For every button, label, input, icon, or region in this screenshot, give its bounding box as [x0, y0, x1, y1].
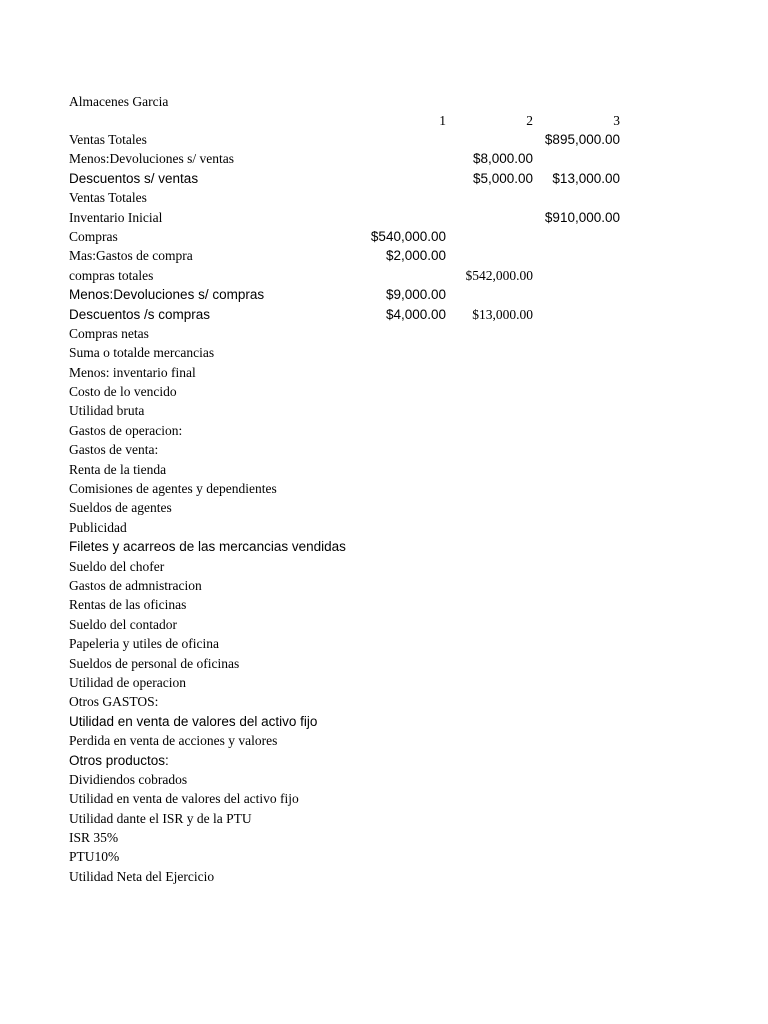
row-label: Dividiendos cobrados: [69, 771, 188, 787]
row-label: Menos:Devoluciones s/ ventas: [69, 151, 234, 167]
row-label: Utilidad Neta del Ejercicio: [69, 868, 215, 884]
column-header-3: 3: [613, 113, 620, 128]
row-label: Menos:Devoluciones s/ compras: [69, 287, 265, 303]
statement-row: [0, 557, 768, 576]
row-label: Utilidad en venta de valores del activo fijo: [69, 791, 299, 807]
row-label: ISR 35%: [69, 830, 119, 846]
statement-row: [0, 731, 768, 750]
row-label: Costo de lo vencido: [69, 384, 177, 400]
amount-column-3: $895,000.00: [544, 132, 620, 147]
row-label: Compras netas: [69, 325, 149, 341]
row-label: compras totales: [69, 267, 154, 283]
statement-row: [0, 673, 768, 692]
amount-column-1: $9,000.00: [385, 287, 446, 303]
row-label: Renta de la tienda: [69, 461, 167, 477]
statement-row: [0, 828, 768, 847]
statement-row: [0, 343, 768, 362]
statement-row: [0, 305, 768, 324]
row-label: Publicidad: [69, 519, 127, 535]
amount-column-1: $540,000.00: [370, 228, 446, 244]
amount-column-2: $8,000.00: [472, 151, 533, 167]
row-label: Suma o totalde mercancias: [69, 345, 215, 361]
statement-row: [0, 363, 768, 382]
statement-row: [0, 266, 768, 285]
statement-row: [0, 634, 768, 653]
row-label: Perdida en venta de acciones y valores: [69, 733, 278, 749]
row-label: Mas:Gastos de compra: [69, 248, 193, 264]
statement-row: [0, 770, 768, 789]
statement-row: [0, 149, 768, 168]
statement-row: [0, 169, 768, 188]
statement-row: [0, 440, 768, 459]
statement-row: [0, 401, 768, 420]
statement-row: [0, 615, 768, 634]
row-label: Filetes y acarreos de las mercancias vendidas: [69, 539, 346, 555]
statement-rows: [0, 130, 768, 886]
amount-column-2: $13,000.00: [472, 306, 533, 322]
row-label: Otros productos:: [69, 752, 169, 768]
statement-row: [0, 692, 768, 711]
statement-row: [0, 751, 768, 770]
row-label: Utilidad dante el ISR y de la PTU: [69, 810, 252, 826]
row-label: Gastos de admnistracion: [69, 577, 202, 593]
statement-row: [0, 654, 768, 673]
statement-row: [0, 227, 768, 246]
row-label: Utilidad bruta: [69, 403, 145, 419]
amount-column-1: $4,000.00: [385, 306, 446, 322]
row-label: Gastos de operacion:: [69, 422, 183, 438]
row-label: Compras: [69, 228, 118, 244]
row-label: Papeleria y utiles de oficina: [69, 636, 219, 652]
statement-row: [0, 460, 768, 479]
column-header-1: 1: [439, 113, 446, 128]
row-label: Inventario Inicial: [69, 209, 163, 225]
amount-column-3: $13,000.00: [552, 170, 620, 186]
row-label: Ventas Totales: [69, 190, 147, 206]
row-label: Descuentos /s compras: [69, 306, 211, 322]
row-label: Sueldos de personal de oficinas: [69, 655, 240, 671]
statement-row: [0, 789, 768, 808]
statement-row: [0, 208, 768, 227]
row-label: Comisiones de agentes y dependientes: [69, 481, 277, 497]
row-label: Sueldos de agentes: [69, 500, 172, 516]
statement-row: [0, 518, 768, 537]
statement-row: [0, 285, 768, 304]
row-label: Sueldo del contador: [69, 616, 177, 632]
statement-row: [0, 130, 768, 149]
statement-row: [0, 847, 768, 866]
statement-row: [0, 867, 768, 886]
statement-row: [0, 188, 768, 207]
amount-column-1: $2,000.00: [385, 248, 446, 264]
statement-row: [0, 712, 768, 731]
row-label: Otros GASTOS:: [69, 694, 159, 710]
amount-column-2: $542,000.00: [465, 267, 533, 283]
row-label: Sueldo del chofer: [69, 558, 165, 574]
row-label: Utilidad de operacion: [69, 674, 186, 690]
row-label: Utilidad en venta de valores del activo fijo: [69, 713, 318, 729]
statement-row: [0, 324, 768, 343]
company-name: Almacenes Garcia: [69, 94, 169, 109]
row-label: Gastos de venta:: [69, 442, 159, 458]
amount-column-2: $5,000.00: [472, 170, 533, 186]
statement-row: [0, 576, 768, 595]
statement-row: [0, 479, 768, 498]
statement-row: [0, 246, 768, 265]
row-label: PTU10%: [69, 849, 120, 865]
statement-row: [0, 537, 768, 556]
statement-row: [0, 498, 768, 517]
statement-row: [0, 595, 768, 614]
amount-column-3: $910,000.00: [544, 209, 620, 225]
row-label: Menos: inventario final: [69, 364, 196, 380]
column-header-2: 2: [526, 113, 533, 128]
row-label: Descuentos s/ ventas: [69, 170, 199, 186]
row-label: Rentas de las oficinas: [69, 597, 187, 613]
statement-row: [0, 809, 768, 828]
statement-row: [0, 382, 768, 401]
row-label: Ventas Totales: [69, 132, 147, 147]
statement-row: [0, 421, 768, 440]
